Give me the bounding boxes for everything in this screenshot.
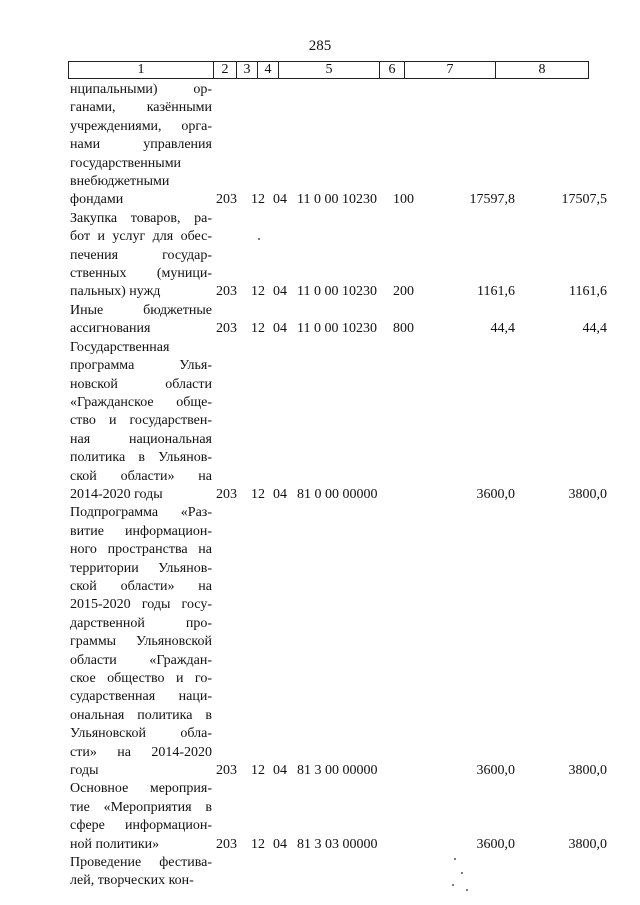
section-code: 12 [251,321,265,337]
table-row [0,854,640,891]
description-line: ного пространства на [70,542,212,558]
description-line: годы [70,763,99,779]
description-line: Ульяновской обла- [70,726,212,742]
description-line: Государственная [70,339,170,355]
target-article-code: 81 0 00 00000 [297,486,378,502]
row-codes [0,836,640,854]
description-line: нципальными) ор- [70,82,212,97]
table-row [0,210,640,302]
description-line: учреждениями, орга- [70,118,212,134]
subsection-code: 04 [273,321,287,337]
description-line: ское общество и го- [70,671,212,686]
ministry-code: 203 [216,836,237,852]
ministry-code: 203 [216,486,237,502]
description-line: сударственная наци- [70,689,212,705]
description-line: ской области» на [70,468,212,484]
table-row [0,81,640,210]
description-line: пальных) нужд [70,284,161,300]
description-line: сти» на 2014-2020 [70,744,212,760]
target-article-code: 11 0 00 10230 [297,284,377,300]
description-line: политика в Ульянов- [70,450,212,466]
description-line: печения государ- [70,247,212,263]
column-header-4: 4 [258,62,279,79]
amount-year-2: 1161,6 [569,284,607,300]
amount-year-1: 44,4 [490,321,515,337]
description-line: дарственной про- [70,615,212,631]
section-code: 12 [251,836,265,852]
row-codes [0,320,640,338]
amount-year-2: 3800,0 [568,763,607,779]
row-codes [0,283,640,301]
description-line: ная национальная [70,431,212,447]
target-article-code: 81 3 03 00000 [297,836,378,852]
description-line: ство и государствен- [70,413,212,429]
description-line: ской области» на [70,578,212,594]
table-row [0,780,640,854]
description-line: витие информацион- [70,523,212,539]
description-line: Основное мероприя- [70,781,212,797]
description-line: внебюджетными [70,174,170,190]
description-line: «Гражданское обще- [70,394,212,410]
subsection-code: 04 [273,763,287,779]
section-code: 12 [251,284,265,300]
subsection-code: 04 [273,284,287,300]
ministry-code: 203 [216,284,237,300]
target-article-code: 11 0 00 10230 [297,321,377,337]
description-line: лей, творческих кон- [70,873,194,889]
column-header-2: 2 [214,62,237,79]
section-code: 12 [251,763,265,779]
amount-year-2: 17507,5 [561,192,607,208]
ministry-code: 203 [216,763,237,779]
expense-type-code: 800 [393,321,414,337]
description-line: ассигнования [70,321,151,337]
description-line: ной политики» [70,836,160,852]
table-row [0,302,640,339]
description-line: ственных (муници- [70,266,212,282]
row-codes [0,872,640,890]
row-codes [0,486,640,504]
row-codes [0,762,640,780]
column-header-table [68,61,589,79]
table-body [0,81,640,891]
column-header-7: 7 [405,62,496,79]
description-line: сфере информацион- [70,818,212,834]
description-line: области «Граждан- [70,652,212,668]
amount-year-2: 3800,0 [568,836,607,852]
amount-year-2: 3800,0 [568,486,607,502]
description-line: программа Улья- [70,358,212,374]
expense-type-code: 100 [393,192,414,208]
amount-year-1: 3600,0 [476,486,515,502]
section-code: 12 [251,486,265,502]
row-codes [0,191,640,209]
amount-year-2: 44,4 [582,321,607,337]
description-line: Проведение фестива- [70,855,212,871]
description-line: ганами, казёнными [70,100,212,116]
section-code: 12 [251,192,265,208]
subsection-code: 04 [273,192,287,208]
amount-year-1: 3600,0 [476,763,515,779]
description-line: тие «Мероприятия в [70,799,212,815]
amount-year-1: 17597,8 [469,192,515,208]
column-header-8: 8 [496,62,589,79]
description-line: Закупка товаров, ра- [70,210,212,226]
description-line: Подпрограмма «Раз- [70,505,212,521]
description-line: государственными [70,155,182,171]
description-line: ональная политика в [70,707,212,723]
column-header-6: 6 [380,62,405,79]
row-description [70,339,212,505]
target-article-code: 81 3 00 00000 [297,763,378,779]
subsection-code: 04 [273,486,287,502]
ministry-code: 203 [216,321,237,337]
page-number: 285 [308,38,332,54]
table-row [0,504,640,780]
description-line: нами управления [70,137,212,153]
description-line: Иные бюджетные [70,302,212,318]
amount-year-1: 3600,0 [476,836,515,852]
description-line: 2014-2020 годы [70,486,163,502]
column-header-5: 5 [279,62,380,79]
ministry-code: 203 [216,192,237,208]
description-line: 2015-2020 годы госу- [70,597,212,613]
subsection-code: 04 [273,836,287,852]
expense-type-code: 200 [393,284,414,300]
description-line: новской области [70,376,212,392]
table-row [0,339,640,505]
column-header-1: 1 [69,62,214,79]
amount-year-1: 1161,6 [477,284,515,300]
description-line: бот и услуг для обес- [70,229,212,245]
row-description [70,504,212,780]
column-header-3: 3 [237,62,258,79]
description-line: граммы Ульяновской [70,634,212,650]
description-line: территории Ульянов- [70,560,212,576]
description-line: фондами [70,192,124,208]
target-article-code: 11 0 00 10230 [297,192,377,208]
